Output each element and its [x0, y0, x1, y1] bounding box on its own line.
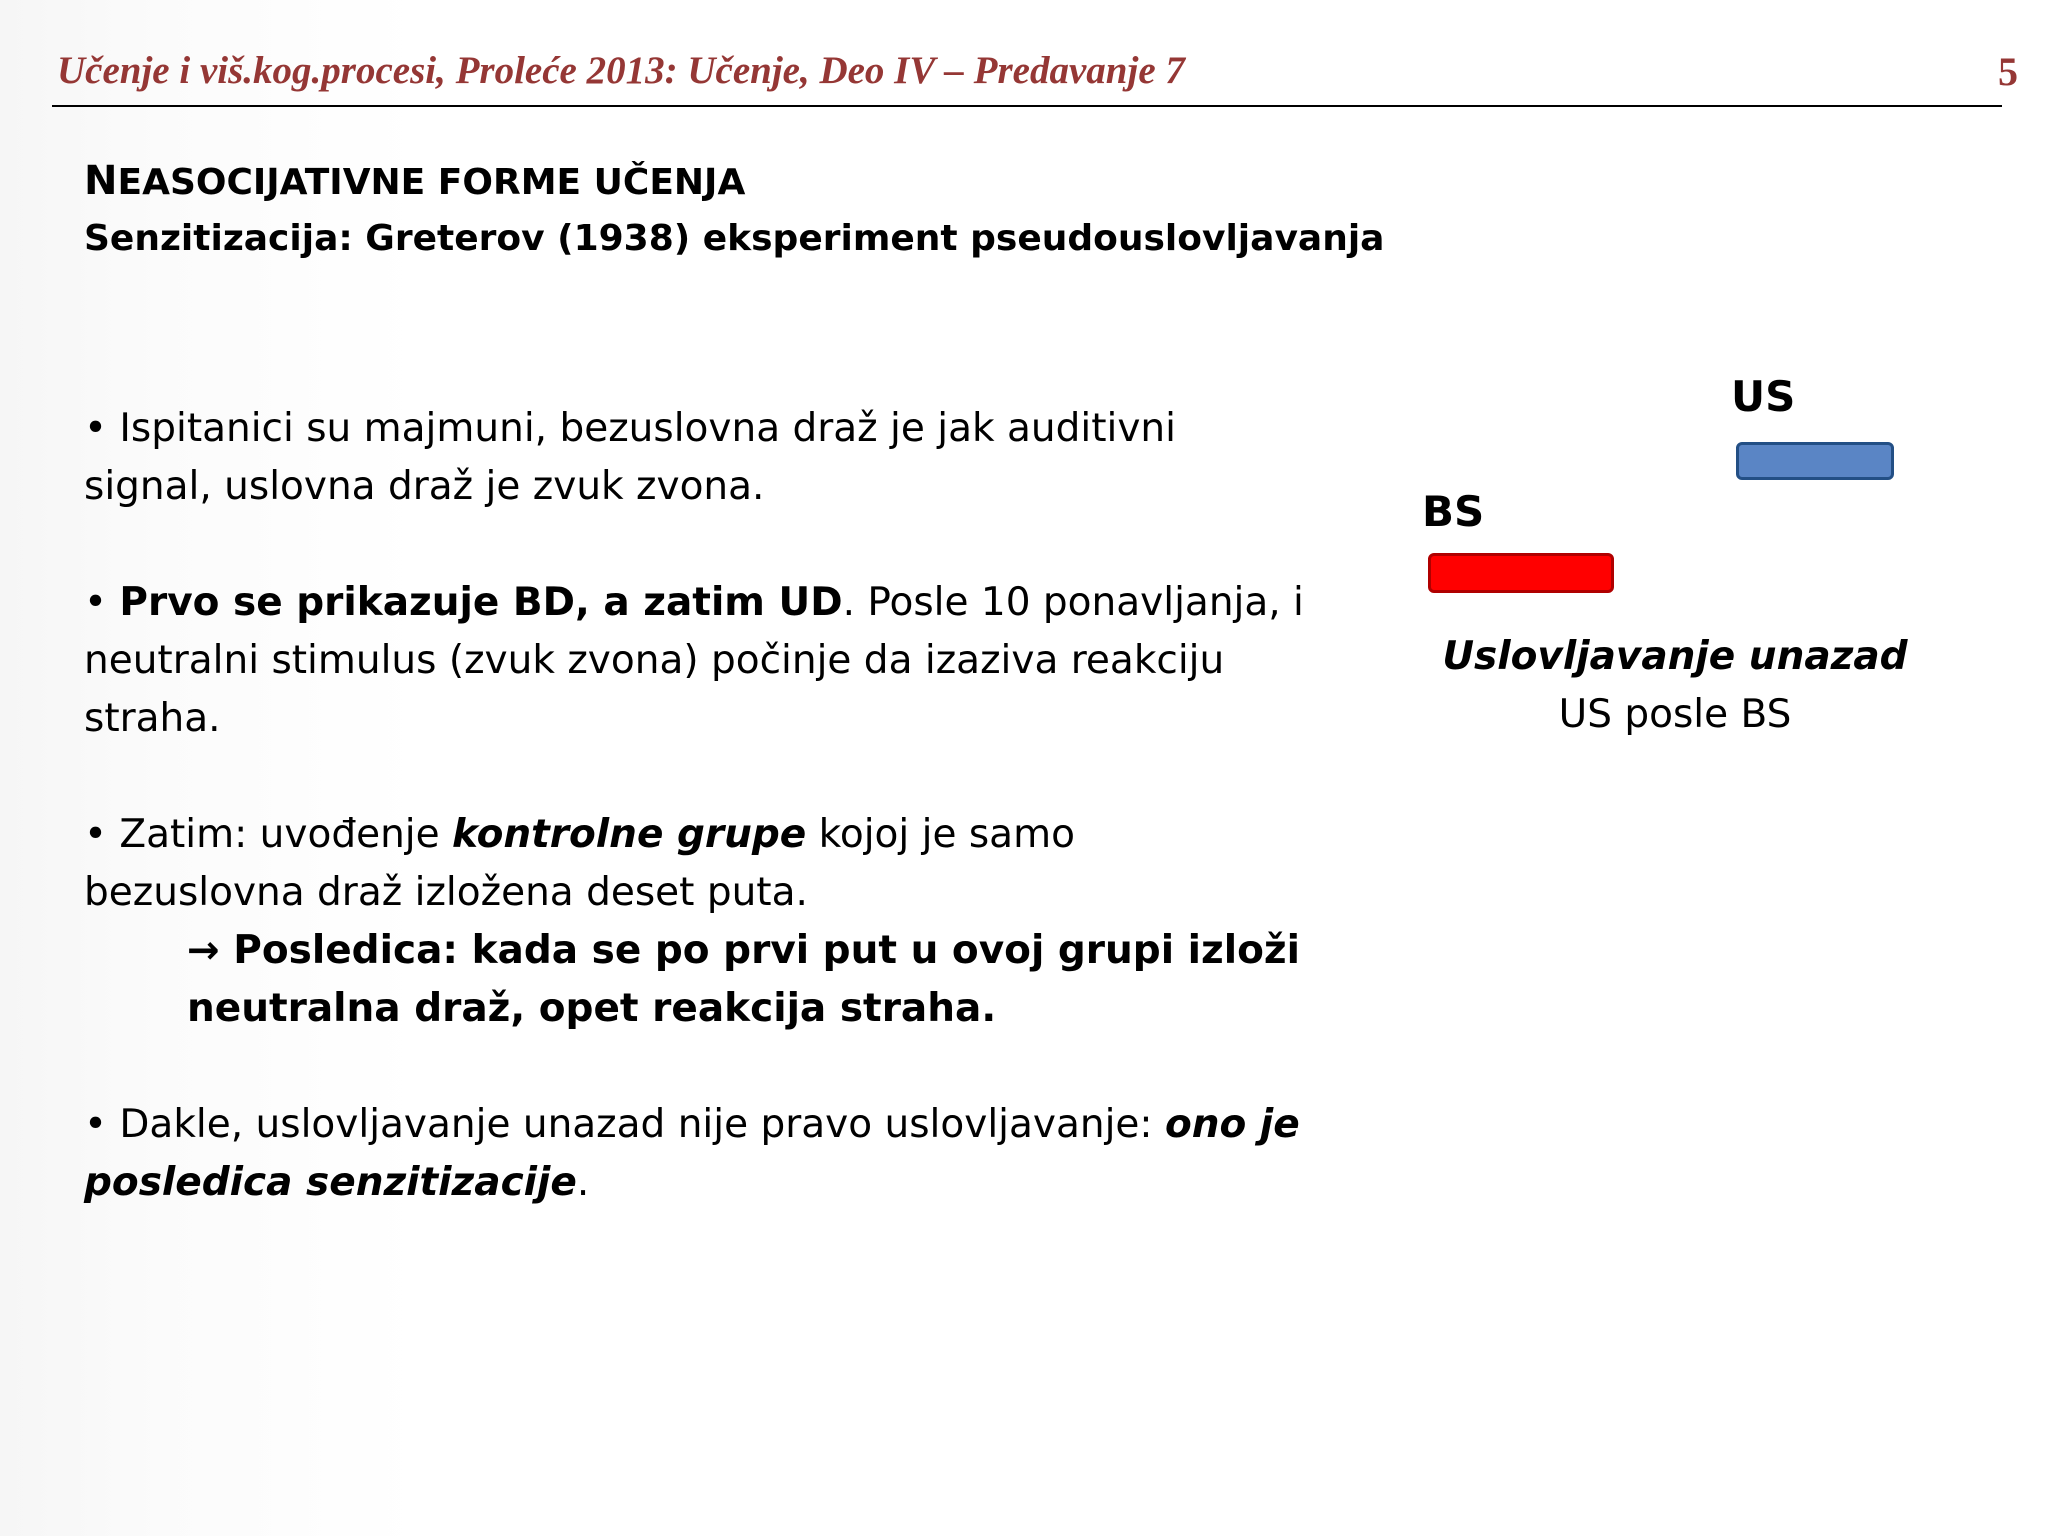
us-bar [1736, 442, 1894, 480]
bullet-4-post: . [576, 1160, 590, 1205]
bs-bar [1428, 553, 1614, 593]
bs-label: BS [1422, 487, 1485, 536]
bullet-4-pre: • Dakle, uslovljavanje unazad nije pravo uslovljavanje: [84, 1102, 1165, 1147]
bullet-4-emphasis: ono je posledica senzitizacije [84, 1102, 1300, 1205]
bullet-3-emphasis: kontrolne grupe [452, 812, 807, 857]
header-title: Učenje i viš.kog.procesi, Proleće 2013: Učenje, Deo IV – Predavanje 7 [57, 49, 1185, 92]
page-number: 5 [1998, 49, 2018, 94]
section-title-rest: EASOCIJATIVNE FORME UČENJA [117, 162, 746, 203]
consequence-text: Posledica: kada se po prvi put u ovoj grupi izloži neutralna draž, opet reakcija straha. [187, 928, 1300, 1031]
section-title [84, 158, 745, 204]
arrow-icon: → [187, 928, 220, 973]
section-subtitle: Senzitizacija: Greterov (1938) eksperiment pseudouslovljavanja [84, 218, 1385, 259]
us-label: US [1731, 372, 1796, 421]
bullet-1: • Ispitanici su majmuni, bezuslovna draž je jak auditivni signal, uslovna draž je zvuk zvona. [84, 406, 1176, 509]
bullet-3-pre: • Zatim: uvođenje [84, 812, 453, 857]
bullet-2-marker: • [84, 580, 120, 625]
bullet-2 [84, 574, 1304, 748]
bullet-4 [84, 1096, 1304, 1212]
bullet-3-consequence [84, 922, 1304, 1038]
bullet-3-post: kojoj je samo bezuslovna draž izložena deset puta. [84, 812, 1075, 915]
bullet-2-rest: . Posle 10 ponavljanja, i neutralni stimulus (zvuk zvona) počinje da izaziva reakciju straha. [84, 580, 1304, 741]
diagram-caption-title: Uslovljavanje unazad [1442, 634, 1908, 679]
bullet-2-bold: Prvo se prikazuje BD, a zatim UD [119, 580, 843, 625]
header-divider [52, 105, 2002, 107]
diagram-caption [1440, 628, 1910, 744]
diagram-caption-subtitle: US posle BS [1558, 692, 1792, 737]
bullet-3 [84, 806, 1304, 922]
section-title-initial: N [84, 158, 118, 204]
bullet-list [84, 400, 1304, 1270]
